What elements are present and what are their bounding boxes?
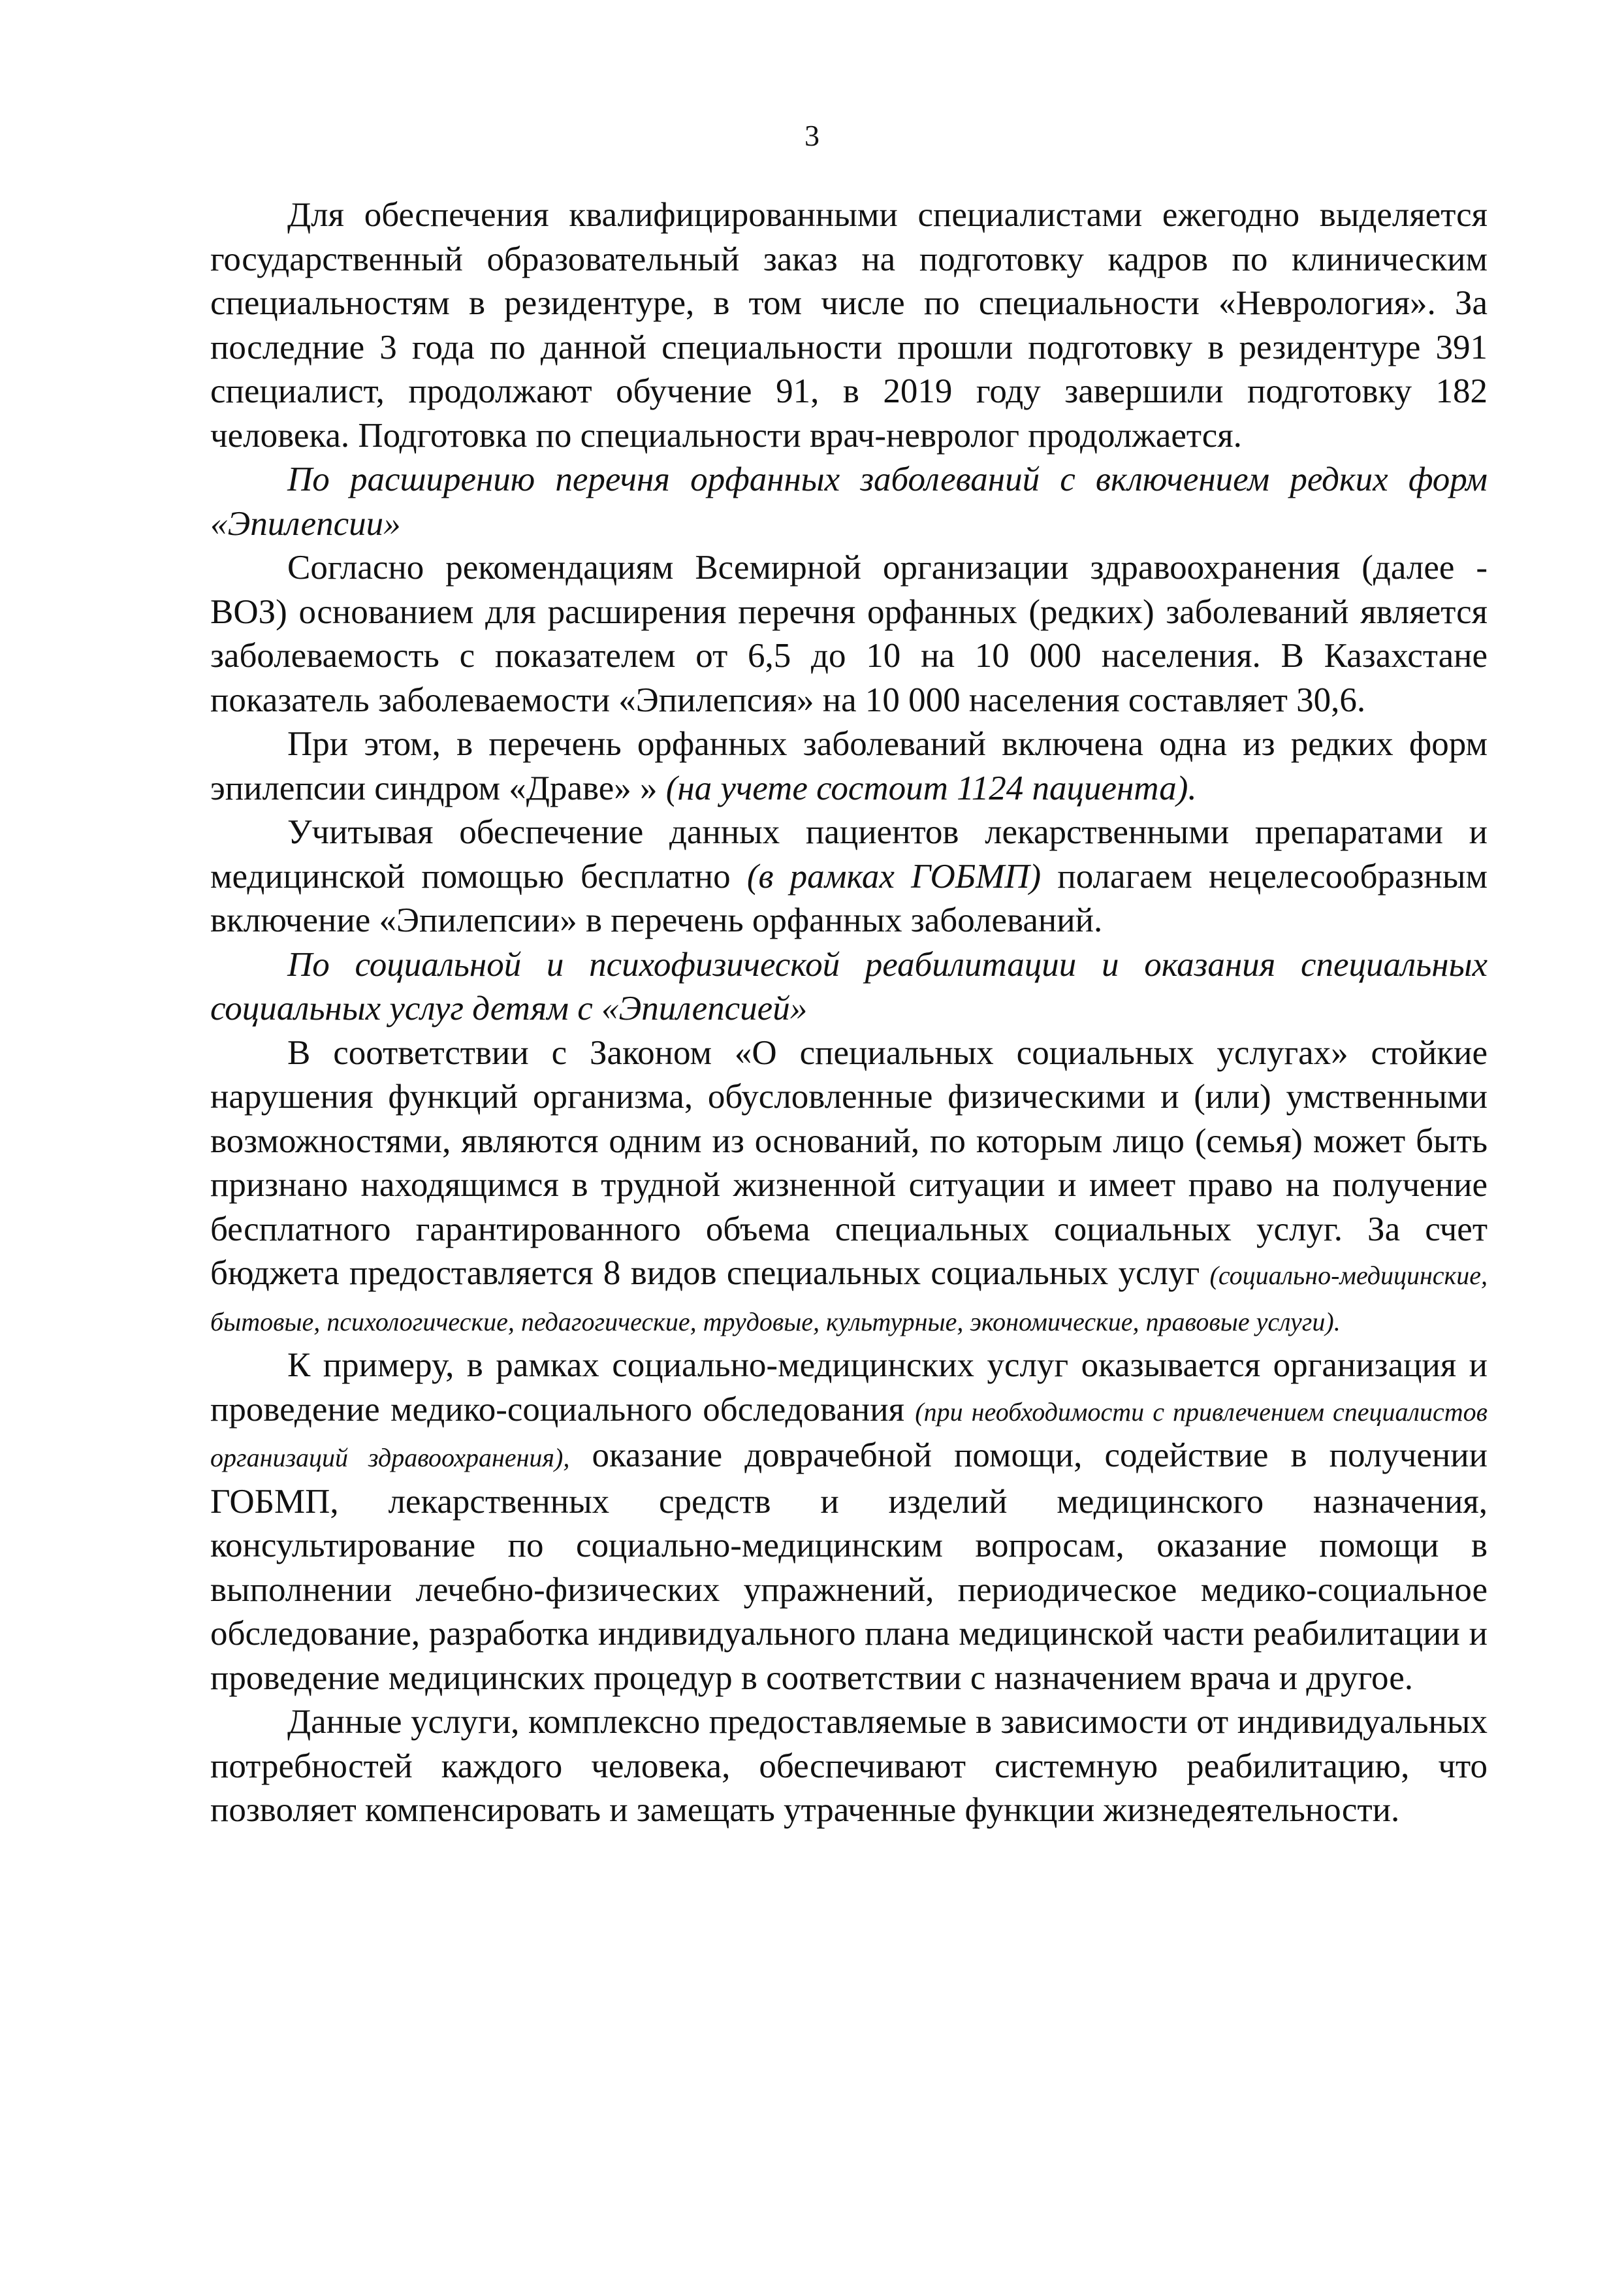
paragraph-inexpedient-inclusion (210, 811, 1488, 943)
section-heading-social-rehabilitation: По социальной и психофизической реабилитации и оказания специальных социальных услуг детям с «Эпилепсией» (210, 945, 1488, 1027)
paragraph-who-recommendations: Согласно рекомендациям Всемирной организации здравоохранения (далее - ВОЗ) основанием для расширения перечня орфанных (редких) заболеваний является заболеваемость с показателем от 6,5 до 10 на 10 000 населения. В Казахстане показатель заболеваемости «Эпилепсия» на 10 000 населения составляет 30,6. (210, 549, 1488, 719)
document-body (210, 193, 1488, 1833)
paragraph-text: полагаем нецелесообразным включение «Эпилепсии» в перечень орфанных заболеваний. (210, 857, 1488, 939)
paragraph-text: Учитывая обеспечение данных пациентов лекарственными препаратами и медицинской помощью бесплатно (210, 813, 1488, 896)
paragraph-neurology-training: Для обеспечения квалифицированными специалистами ежегодно выделяется государственный образовательный заказ на подготовку кадров по клиническим специальностям в резидентуре, в том числе по специальности «Неврология». За последние 3 года по данной специальности прошли подготовку в резидентуре 391 специалист, продолжают обучение 91, в 2019 году завершили подготовку 182 человека. Подготовка по специальности врач-невролог продолжается. (210, 196, 1488, 455)
section-heading-orphan-diseases: По расширению перечня орфанных заболеваний с включением редких форм «Эпилепсии» (210, 460, 1488, 543)
service-types-note: (социально-медицинские, бытовые, психологические, педагогические, трудовые, культурные, экономические, правовые услуги). (210, 1261, 1488, 1336)
paragraph-rehabilitation-summary: Данные услуги, комплексно предоставляемые в зависимости от индивидуальных потребностей каждого человека, обеспечивают системную реабилитацию, что позволяет компенсировать и замещать утраченные функции жизнедеятельности. (210, 1703, 1488, 1829)
paragraph-social-medical-services (210, 1344, 1488, 1700)
page-number: 3 (804, 119, 820, 152)
paragraph-special-social-services-law (210, 1031, 1488, 1344)
paragraph-dravet-syndrome (210, 722, 1488, 811)
paragraph-text: При этом, в перечень орфанных заболеваний включена одна из редких форм эпилепсии синдром «Драве» » (210, 725, 1488, 807)
healthcare-specialists-note: (при необходимости с привлечением специалистов организаций здравоохранения), (210, 1397, 1488, 1472)
paragraph-text: оказание доврачебной помощи, содействие в получении ГОБМП, лекарственных средств и изделий медицинского назначения, консультирование по социально-медицинским вопросам, оказание помощи в выполнении лечебно-физических упражнений, периодическое медико-социальное обследование, разработка индивидуального плана медицинской части реабилитации и проведение медицинских процедур в соответствии с назначением врача и другое. (210, 1436, 1488, 1697)
paragraph-text: К примеру, в рамках социально-медицинских услуг оказывается организация и проведение медико-социального обследования (210, 1346, 1488, 1429)
gobmp-note: (в рамках ГОБМП) (746, 857, 1042, 896)
patient-count-note: (на учете состоит 1124 пациента). (665, 769, 1197, 807)
paragraph-text: В соответствии с Законом «О специальных социальных услугах» стойкие нарушения функций организма, обусловленные физическими и (или) умственными возможностями, являются одним из оснований, по которым лицо (семья) может быть признано находящимся в трудной жизненной ситуации и имеет право на получение бесплатного гарантированного объема специальных социальных услуг. За счет бюджета предоставляется 8 видов специальных социальных услуг (210, 1033, 1488, 1292)
